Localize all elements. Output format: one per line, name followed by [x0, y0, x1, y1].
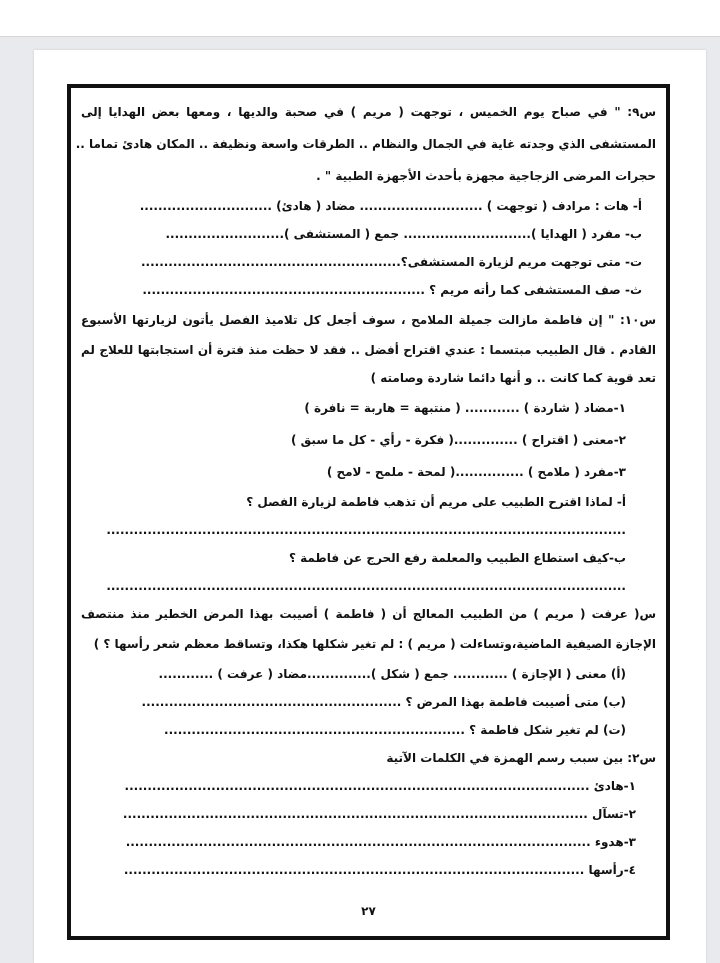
q2-heading: س٢: بين سبب رسم الهمزة في الكلمات الآتية	[386, 751, 656, 765]
q2-word-3: ٣-هدوء ......................................................................................................	[125, 835, 636, 849]
q9-passage-line-2: المستشفى الذي وجدته غاية في الجمال والنظام .. الطرقات واسعة ونظيفة .. المكان هادئ تماما ..	[75, 137, 656, 151]
previous-page-edge	[0, 0, 720, 37]
q10-item-3: ٣-مفرد ( ملامح ) ...............( لمحة - ملمح - لامح )	[326, 465, 626, 479]
q11-passage-line-1: س( عرفت ( مريم ) من الطبيب المعالج أن ( فاطمة ) أصيبت بهذا المرض الخطير منذ منتصف	[81, 607, 656, 621]
q9-passage-line-3: حجرات المرضى الزجاجية مجهزة بأحدث الأجهزة الطبية " .	[316, 169, 656, 183]
q11-item-a: (أ) معنى ( الإجازة ) ............ جمع ( شكل )..............مضاد ( عرفت ) ............	[158, 667, 626, 681]
q10-answer-line-b: ..................................................................................................................	[106, 579, 626, 593]
worksheet-page	[34, 50, 706, 963]
q11-item-b: (ب) متى أصيبت فاطمة بهذا المرض ؟ .........................................................	[141, 695, 626, 709]
q10-answer-line-a: ..................................................................................................................	[106, 523, 626, 537]
q2-word-2: ٢-تسآل ......................................................................................................	[122, 807, 636, 821]
q10-passage-line-2: القادم . قال الطبيب مبتسما : عندي اقتراح أفضل .. فقد لا حظت منذ فترة أن استجابتها للعلاج لم	[81, 343, 656, 357]
q2-word-4: ٤-رأسها .....................................................................................................	[123, 863, 636, 877]
q9-passage-line-1: س٩: " في صباح يوم الخميس ، توجهت ( مريم ) في صحبة والديها ، ومعها بعض الهدايا إلى	[81, 105, 656, 119]
q9-item-c: ت- متى توجهت مريم لزيارة المستشفى؟.........................................................	[140, 255, 642, 269]
q10-item-2: ٢-معنى ( اقتراح ) ..............( فكرة - رأي - كل ما سبق )	[290, 433, 626, 447]
page-number: ٢٧	[361, 904, 376, 918]
q10-question-a: أ- لماذا اقترح الطبيب على مريم أن تذهب فاطمة لزيارة الفصل ؟	[246, 495, 626, 509]
page-border-frame	[67, 84, 670, 940]
q10-question-b: ب-كيف استطاع الطبيب والمعلمة رفع الحرج عن فاطمة ؟	[288, 551, 626, 565]
worksheet-content	[75, 96, 656, 928]
q9-item-b: ب- مفرد ( الهدايا )............................ جمع ( المستشفى )..........................	[165, 227, 642, 241]
q2-word-1: ١-هادئ ......................................................................................................	[124, 779, 636, 793]
q11-item-c: (ت) لم تغير شكل فاطمة ؟ ..................................................................	[164, 723, 626, 737]
q10-passage-line-3: تعد قوية كما كانت .. و أنها دائما شاردة وصامته )	[370, 371, 656, 385]
q11-passage-line-2: الإجازة الصيفية الماضية،وتساءلت ( مريم ) : لم تغير شكلها هكذا، وتساقط معظم شعر رأسها ؟ )	[93, 637, 656, 651]
q10-item-1: ١-مضاد ( شاردة ) ............ ( منتبهة = هاربة = نافرة )	[304, 401, 626, 415]
q10-passage-line-1: س١٠: " إن فاطمة مازالت جميلة الملامح ، سوف أجعل كل تلاميذ الفصل يأتون لزيارتها الأسبوع	[81, 313, 656, 327]
q9-item-a: أ- هات : مرادف ( توجهت ) ........................... مضاد ( هادئ) .............................	[139, 199, 642, 213]
q9-item-d: ث- صف المستشفى كما رأته مريم ؟ ..............................................................	[142, 283, 642, 297]
